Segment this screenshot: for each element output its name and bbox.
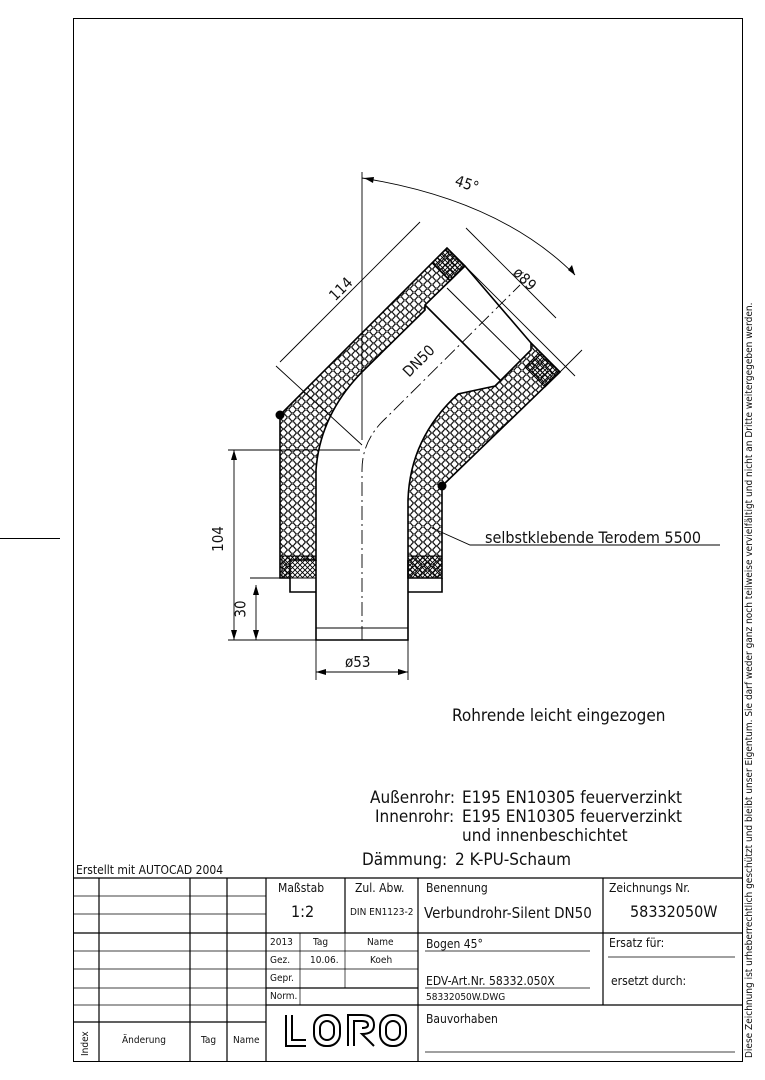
name-value: Verbundrohr-Silent DN50 [424,904,592,922]
dim-angle: 45° [452,171,482,197]
insulation-label: Dämmung: [362,850,448,870]
drawn-date: 10.06. [310,955,339,966]
drawing-no-label: Zeichnungs Nr. [609,881,691,895]
article-no: EDV-Art.Nr. 58332.050X [426,974,555,988]
end-note: Rohrende leicht eingezogen [452,706,666,726]
created-with: Erstellt mit AUTOCAD 2004 [76,863,224,877]
tolerance-label: Zul. Abw. [355,881,405,895]
name-col-label: Name [367,937,394,948]
dim-nominal: DN50 [399,341,439,381]
dim-outer-diameter: ø89 [509,263,541,295]
outer-pipe-value: E195 EN10305 feuerverzinkt [462,788,683,808]
dim-length: 114 [325,273,357,305]
day-label: Tag [313,937,329,948]
rev-day: Tag [201,1035,217,1046]
replacement-label: Ersatz für: [609,936,665,950]
dim-height: 104 [208,526,227,552]
dwg-file: 58332050W.DWG [426,992,506,1003]
rev-change: Änderung [122,1035,166,1046]
name-label: Benennung [426,881,488,895]
rev-name: Name [233,1035,260,1046]
subtitle: Bogen 45° [426,937,483,951]
drawing-no-value: 58332050W [630,902,718,921]
end-hatch-bottom-right [408,556,442,578]
dim-pipe-diameter: ø53 [345,653,371,671]
dim-height-small: 30 [231,600,250,618]
tolerance-value: DIN EN1123-2 [350,907,414,918]
inner-pipe-value: E195 EN10305 feuerverzinkt [462,807,683,827]
scale-label: Maßstab [278,881,325,895]
project-label: Bauvorhaben [426,1012,498,1026]
drawn-name: Koeh [370,955,393,966]
inner-pipe-value-2: und innenbeschichtet [462,826,628,846]
tape-label: selbstklebende Terodem 5500 [485,528,702,547]
replaced-by-label: ersetzt durch: [611,974,687,988]
copyright-note: Diese Zeichnung ist urheberrechtlich geschützt und bleibt unser Eigentum. Sie darf weder ganz noch teilweise vervielfältigt und nicht an Dritte weitergegeben werden. [744,302,755,1058]
drawn-label: Gez. [270,955,291,966]
norm-label: Norm. [270,991,298,1002]
checked-label: Gepr. [270,973,294,984]
end-hatch-bottom-left [282,556,316,578]
scale-value: 1:2 [291,902,315,921]
outer-pipe-label: Außenrohr: [370,788,455,808]
insulation-value: 2 K-PU-Schaum [455,850,572,870]
year: 2013 [270,937,293,948]
rev-index: Index [80,1031,91,1056]
inner-pipe-label: Innenrohr: [375,807,455,827]
